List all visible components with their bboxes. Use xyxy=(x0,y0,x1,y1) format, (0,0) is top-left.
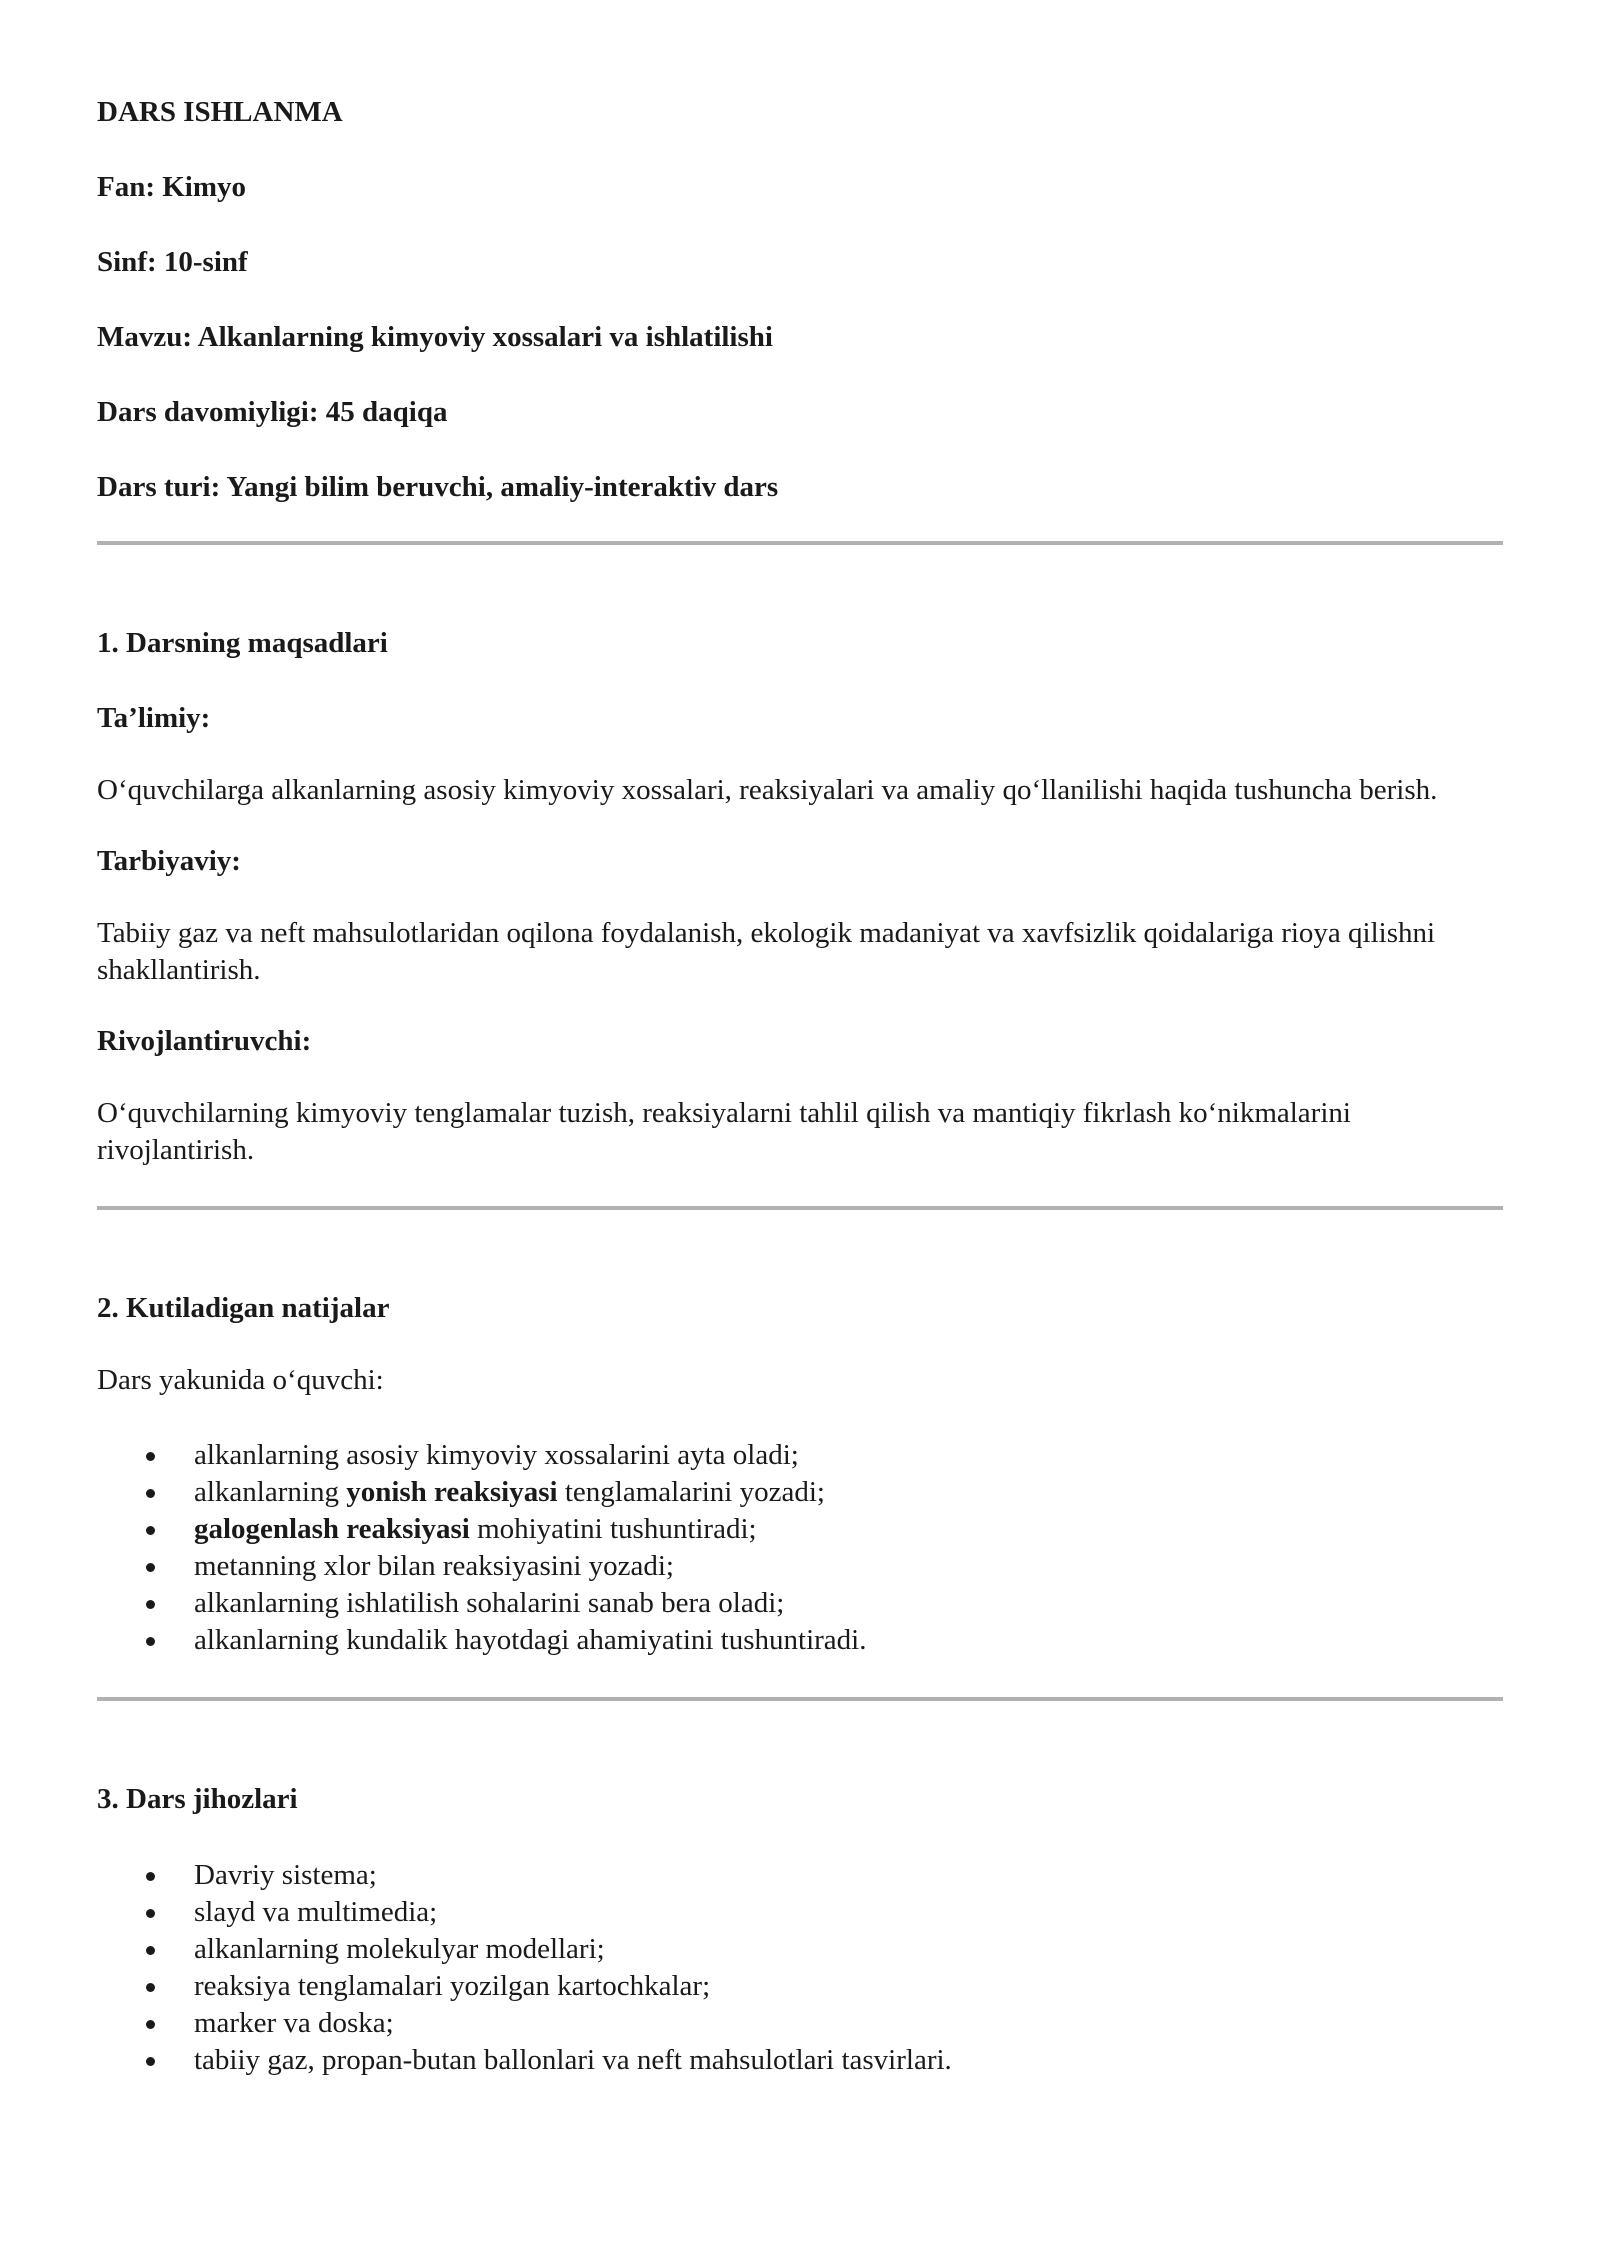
section-title: 1. Darsning maqsadlari xyxy=(97,627,388,659)
list-item xyxy=(97,1622,1503,1659)
section-title: 2. Kutiladigan natijalar xyxy=(97,1292,390,1324)
list-item xyxy=(97,1857,1503,1894)
divider xyxy=(97,541,1503,545)
list-item-text: alkanlarning molekulyar modellari; xyxy=(194,1933,605,1965)
bullet-icon xyxy=(146,1489,155,1498)
developmental-goal-text: O‘quvchilarning kimyoviy tenglamalar tuzish, reaksiyalarni tahlil qilish va mantiqiy fikrlash ko‘nikmalarini rivojlantirish. xyxy=(97,1097,1351,1166)
educational-goal-title: Ta’limiy: xyxy=(97,702,211,734)
results-intro: Dars yakunida o‘quvchi: xyxy=(97,1364,384,1396)
results-list xyxy=(97,1437,1503,1659)
list-item-text: alkanlarning kundalik hayotdagi ahamiyatini tushuntiradi. xyxy=(194,1624,867,1656)
bullet-icon xyxy=(146,1526,155,1535)
duration-line: Dars davomiyligi: 45 daqiqa xyxy=(97,396,448,428)
bullet-icon xyxy=(146,2057,155,2066)
equipment-list xyxy=(97,1857,1503,2079)
bullet-icon xyxy=(146,1946,155,1955)
list-item xyxy=(97,2005,1503,2042)
bullet-icon xyxy=(146,1600,155,1609)
list-item-emphasis: galogenlash reaksiyasi xyxy=(194,1513,470,1545)
list-item xyxy=(97,1894,1503,1931)
list-item-text: metanning xlor bilan reaksiyasini yozadi; xyxy=(194,1550,674,1582)
list-item-text: alkanlarning ishlatilish sohalarini sanab bera oladi; xyxy=(194,1587,785,1619)
bullet-icon xyxy=(146,1637,155,1646)
bullet-icon xyxy=(146,1563,155,1572)
list-item xyxy=(97,1585,1503,1622)
list-item-text: alkanlarning asosiy kimyoviy xossalarini ayta oladi; xyxy=(194,1439,799,1471)
section-expected-results xyxy=(97,1292,1503,1659)
bullet-icon xyxy=(146,1872,155,1881)
list-item-text: tenglamalarini yozadi; xyxy=(557,1476,825,1508)
list-item-text: marker va doska; xyxy=(194,2007,394,2039)
list-item-text: slayd va multimedia; xyxy=(194,1896,438,1928)
list-item xyxy=(97,1511,1503,1548)
upbringing-goal-title: Tarbiyaviy: xyxy=(97,845,241,877)
bullet-icon xyxy=(146,1909,155,1918)
list-item xyxy=(97,1437,1503,1474)
list-item xyxy=(97,1931,1503,1968)
list-item-text: reaksiya tenglamalari yozilgan kartochkalar; xyxy=(194,1970,711,2002)
developmental-goal-title: Rivojlantiruvchi: xyxy=(97,1025,312,1057)
educational-goal-text: O‘quvchilarga alkanlarning asosiy kimyoviy xossalari, reaksiyalari va amaliy qo‘llanilishi haqida tushuncha berish. xyxy=(97,774,1438,806)
list-item xyxy=(97,2042,1503,2079)
topic-line: Mavzu: Alkanlarning kimyoviy xossalari va ishlatilishi xyxy=(97,321,773,353)
bullet-icon xyxy=(146,2020,155,2029)
grade-line: Sinf: 10-sinf xyxy=(97,246,248,278)
lesson-header xyxy=(97,96,1503,503)
bullet-icon xyxy=(146,1983,155,1992)
subject-line: Fan: Kimyo xyxy=(97,171,247,203)
list-item xyxy=(97,1968,1503,2005)
list-item xyxy=(97,1548,1503,1585)
section-equipment xyxy=(97,1783,1503,2079)
list-item-text: Davriy sistema; xyxy=(194,1859,377,1891)
list-item xyxy=(97,1474,1503,1511)
section-goals xyxy=(97,627,1503,1169)
document-title: DARS ISHLANMA xyxy=(97,96,343,128)
list-item-emphasis: yonish reaksiyasi xyxy=(346,1476,558,1508)
list-item-text: alkanlarning xyxy=(194,1476,347,1508)
list-item-text: tabiiy gaz, propan-butan ballonlari va neft mahsulotlari tasvirlari. xyxy=(194,2044,952,2076)
lesson-type-line: Dars turi: Yangi bilim beruvchi, amaliy-interaktiv dars xyxy=(97,471,779,503)
list-item-text: mohiyatini tushuntiradi; xyxy=(469,1513,757,1545)
upbringing-goal-text: Tabiiy gaz va neft mahsulotlaridan oqilona foydalanish, ekologik madaniyat va xavfsizlik qoidalariga rioya qilishni shakllantirish. xyxy=(97,917,1436,986)
divider xyxy=(97,1697,1503,1701)
divider xyxy=(97,1206,1503,1210)
section-title: 3. Dars jihozlari xyxy=(97,1783,298,1815)
bullet-icon xyxy=(146,1452,155,1461)
